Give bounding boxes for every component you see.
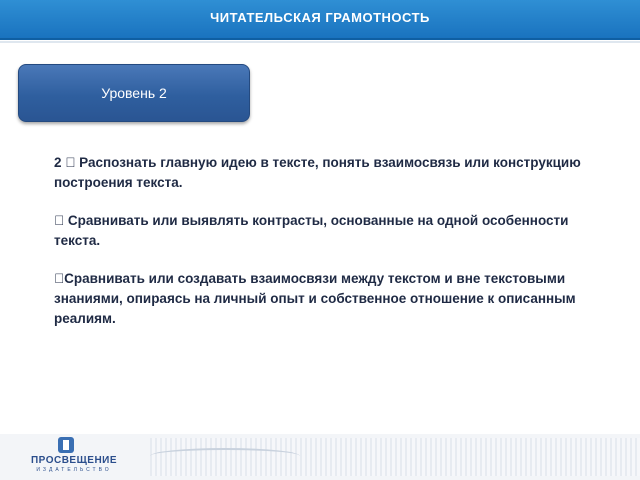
level-button[interactable] — [18, 64, 250, 122]
level-button-label: Уровень 2 — [101, 85, 167, 101]
paragraph-contrasts: Сравнивать или выявлять контрасты, основанные на одной особенности текста. — [54, 213, 605, 228]
header-divider — [0, 41, 640, 43]
slide-title: ЧИТАТЕЛЬСКАЯ ГРАМОТНОСТЬ — [210, 10, 430, 25]
slide-body — [54, 153, 614, 347]
logo-subtext: ИЗДАТЕЛЬСТВО — [36, 467, 112, 473]
slide-header — [0, 0, 640, 40]
paragraph-main-idea: 2 Распознать главную идею в тексте, понять взаимосвязь или конструкцию построения текста. — [54, 155, 567, 190]
paragraph-relations: Сравнивать или создавать взаимосвязи между текстом и вне текстовыми знаниями, опираясь на личный опыт и собственное отношение к описанным реалиям. — [54, 251, 576, 306]
logo-text: ПРОСВЕЩЕНИЕ — [30, 455, 118, 466]
footer-swoosh — [150, 448, 300, 464]
logo-icon — [58, 437, 74, 453]
publisher-logo — [14, 437, 134, 477]
